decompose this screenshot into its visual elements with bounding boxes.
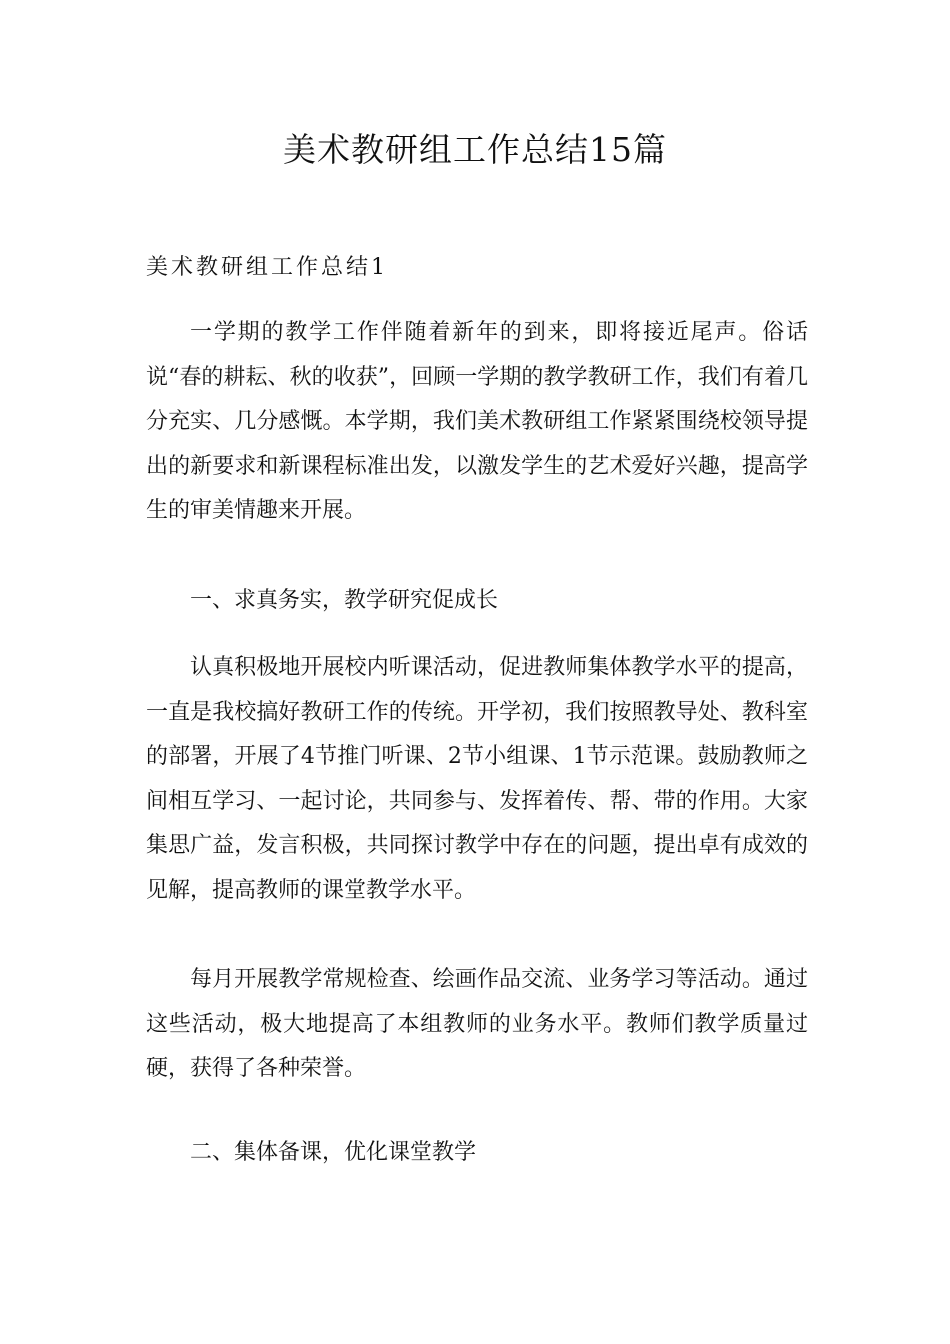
paragraph-lesson-observation: 认真积极地开展校内听课活动，促进教师集体教学水平的提高，一直是我校搞好教研工作的传统。开学初，我们按照教导处、教科室的部署，开展了4节推门听课、2节小组课、1节示范课。鼓励教师之间相互学习、一起讨论，共同参与、发挥着传、帮、带的作用。大家集思广益，发言积极，共同探讨教学中存在的问题，提出卓有成效的见解，提高教师的课堂教学水平。 [146, 655, 808, 903]
paragraph-intro: 一学期的教学工作伴随着新年的到来，即将接近尾声。俗话说“春的耕耘、秋的收获”，回顾一学期的教学教研工作，我们有着几分充实、几分感慨。本学期，我们美术教研组工作紧紧围绕校领导提出的新要求和新课程标准出发，以激发学生的艺术爱好兴趣，提高学生的审美情趣来开展。 [146, 320, 808, 523]
subheading-one: 一、求真务实，教学研究促成长 [190, 588, 499, 613]
section-title: 美术教研组工作总结1 [146, 255, 388, 280]
document-title: 美术教研组工作总结15篇 [283, 130, 667, 169]
subheading-two: 二、集体备课，优化课堂教学 [190, 1140, 477, 1165]
paragraph-monthly-checks: 每月开展教学常规检查、绘画作品交流、业务学习等活动。通过这些活动，极大地提高了本组教师的业务水平。教师们教学质量过硬，获得了各种荣誉。 [146, 967, 808, 1081]
